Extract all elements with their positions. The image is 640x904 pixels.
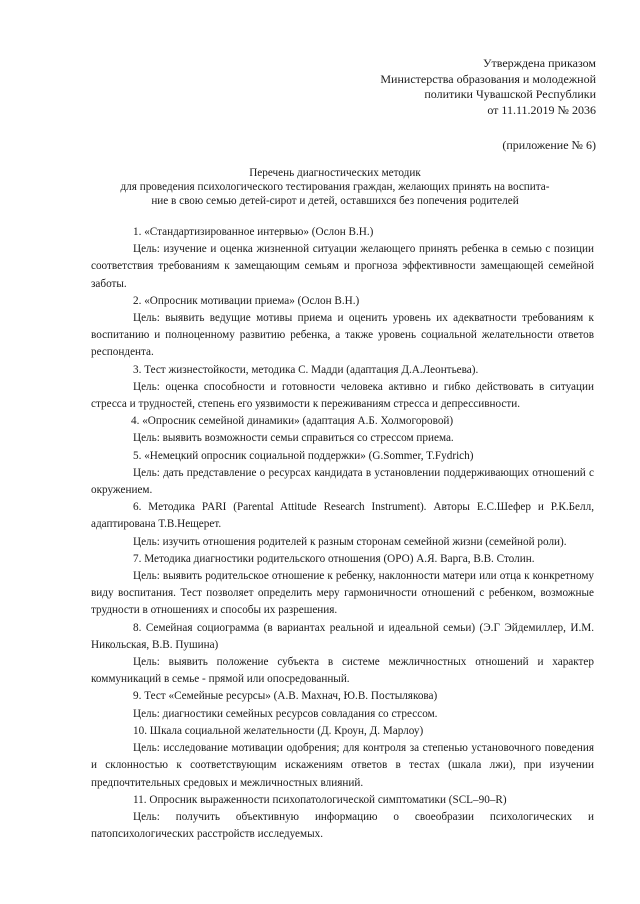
method-goal-6: Цель: изучить отношения родителей к разным сторонам семейной жизни (семейной роли). xyxy=(133,535,567,548)
approval-line-2: Министерства образования и молодежной xyxy=(380,71,596,86)
appendix-label: (приложение № 6) xyxy=(502,138,596,152)
method-goal-11: Цель: получить объективную информацию о своеобразии психологических и патопсихологических расстройств исследуемых. xyxy=(91,810,594,841)
method-goal-8: Цель: выявить положение субъекта в системе межличностных отношений и характер коммуникаций в семье - прямой или опосредованный. xyxy=(91,656,594,686)
method-goal-5: Цель: дать представление о ресурсах кандидата в установлении поддерживающих отношений с окружением. xyxy=(91,466,594,497)
title-line-1: Перечень диагностических методик xyxy=(249,167,421,179)
approval-line-3: политики Чувашской Республики xyxy=(424,87,596,101)
document-title xyxy=(120,166,550,208)
method-heading-9: 9. Тест «Семейные ресурсы» (А.В. Махнач, Ю.В. Постылякова) xyxy=(133,690,438,703)
approval-line-1: Утверждена приказом xyxy=(483,56,596,70)
method-goal-3: Цель: оценка способности и готовности человека активно и гибко действовать в ситуации стресса и трудностей, степень его уязвимости к переживаниям стресса и депрессивности. xyxy=(91,380,594,411)
method-heading-6: 6. Методика PARI (Parental Attitude Research Instrument). Авторы Е.С.Шефер и Р.К.Белл, адаптирована Т.В.Нещерет. xyxy=(91,501,594,531)
approval-line-4: от 11.11.2019 № 2036 xyxy=(487,102,596,117)
method-heading-8: 8. Семейная социограмма (в вариантах реальной и идеальной семьи) (Э.Г Эйдемиллер, И.М. Никольская, В.В. Пушина) xyxy=(91,621,594,651)
methods-list xyxy=(91,224,594,843)
title-line-2: для проведения психологического тестирования граждан, желающих принять на воспита- xyxy=(120,181,550,193)
method-heading-2: 2. «Опросник мотивации приема» (Ослон В.Н.) xyxy=(133,294,360,307)
method-goal-10: Цель: исследование мотивации одобрения; для контроля за степенью установочного поведения и склонностью к соответствующим искажениям ответов в тестах (шкала лжи), при изучении предпочтительных средовых и межличностных влияний. xyxy=(91,742,594,789)
method-goal-7: Цель: выявить родительское отношение к ребенку, наклонности матери или отца к конкретному виду воспитания. Тест позволяет определить меру гармоничности отношений с ребенком, возможные трудности в отношениях и способы их разрешения. xyxy=(91,570,594,617)
method-goal-1: Цель: изучение и оценка жизненной ситуации желающего принять ребенка в семью с позиции соответствия требованиям к замещающим семьям и прогноза эффективности замещающей семейной заботы. xyxy=(91,243,594,290)
method-heading-7: 7. Методика диагностики родительского отношения (ОРО) А.Я. Варга, В.В. Столин. xyxy=(133,552,535,565)
method-heading-1: 1. «Стандартизированное интервью» (Ослон В.Н.) xyxy=(133,226,374,238)
method-heading-3: 3. Тест жизнестойкости, методика С. Мадди (адаптация Д.А.Леонтьева). xyxy=(133,363,479,376)
method-heading-5: 5. «Немецкий опросник социальной поддержки» (G.Sommer, T.Fydrich) xyxy=(133,449,474,462)
method-goal-4: Цель: выявить возможности семьи справиться со стрессом приема. xyxy=(133,432,454,445)
approval-block xyxy=(276,56,596,154)
method-goal-2: Цель: выявить ведущие мотивы приема и оценить уровень их адекватности требованиям к воспитанию и полноценному развитию ребенка, а также уровень социальной желательности ответов респондента. xyxy=(91,312,594,359)
method-heading-10: 10. Шкала социальной желательности (Д. Кроун, Д. Марлоу) xyxy=(133,724,424,737)
method-goal-9: Цель: диагностики семейных ресурсов совладания со стрессом. xyxy=(133,707,438,720)
title-line-3: ние в свою семью детей-сирот и детей, оставшихся без попечения родителей xyxy=(151,195,519,207)
method-heading-4: 4. «Опросник семейной динамики» (адаптация А.Б. Холмогоровой) xyxy=(131,415,454,428)
method-heading-11: 11. Опросник выраженности психопатологической симптоматики (SCL–90–R) xyxy=(133,793,507,806)
